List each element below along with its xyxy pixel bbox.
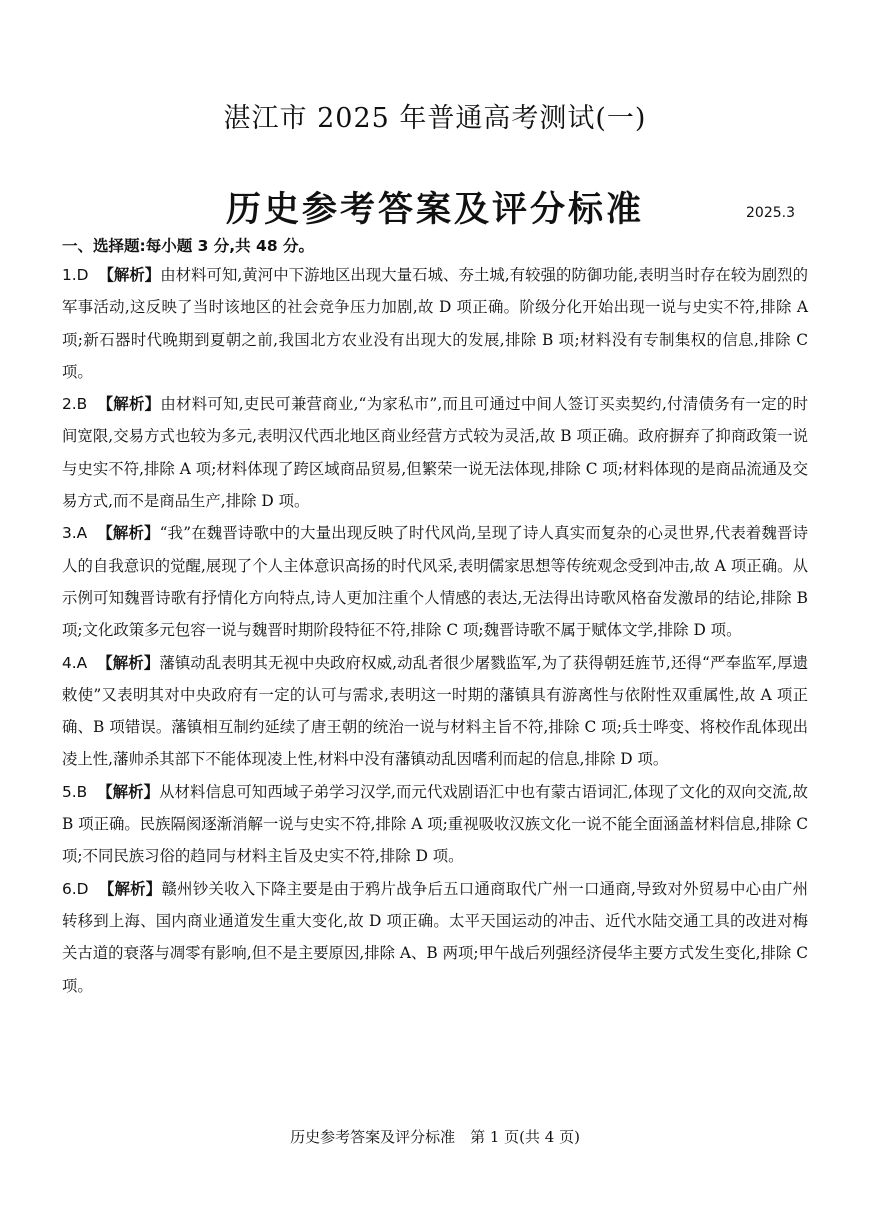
analysis-tag: 【解析】	[98, 266, 161, 284]
exam-title: 湛江市 2025 年普通高考测试(一)	[223, 103, 647, 134]
answer-item	[62, 873, 808, 1002]
answer-item	[62, 517, 808, 646]
answer-number: 2.B	[62, 395, 88, 414]
answer-number: 3.A	[62, 524, 88, 543]
answer-list	[62, 259, 808, 1002]
answer-number: 6.D	[62, 879, 89, 898]
page-footer: 历史参考答案及评分标准 第 1 页(共 4 页)	[290, 1128, 580, 1146]
analysis-tag: 【解析】	[97, 524, 160, 543]
answer-text: 赣州钞关收入下降主要是由于鸦片战争后五口通商取代广州一口通商,导致对外贸易中心由广州转移到上海、国内商业通道发生重大变化,故 D 项正确。太平天国运动的冲击、近代水陆交通工具的改进对梅关古道的衰落与凋零有影响,但不是主要原因,排除 A、B 两项;甲午战后列强经济侵华主要方式发生变化,排除 C 项。	[62, 879, 808, 995]
answer-item	[62, 259, 808, 388]
document-subtitle: 历史参考答案及评分标准	[225, 190, 644, 230]
answer-text: 从材料信息可知西域子弟学习汉学,而元代戏剧语汇中也有蒙古语词汇,体现了文化的双向交流,故 B 项正确。民族隔阂逐渐消解一说与史实不符,排除 A 项;重视吸收汉族文化一说不能全面涵盖材料信息,排除 C 项;不同民族习俗的趋同与材料主旨及史实不符,排除 D 项。	[62, 782, 808, 866]
answer-number: 4.A	[62, 653, 88, 672]
answer-number: 5.B	[62, 782, 88, 801]
answer-text: 藩镇动乱表明其无视中央政府权威,动乱者很少屠戮监军,为了获得朝廷旌节,还得“严奉监军,厚遗敕使”又表明其对中央政府有一定的认可与需求,表明这一时期的藩镇具有游离性与依附性双重属性,故 A 项正确、B 项错误。藩镇相互制约延续了唐王朝的统治一说与材料主旨不符,排除 C 项;兵士哗变、将校作乱体现出凌上性,藩帅杀其部下不能体现凌上性,材料中没有藩镇动乱因嗜利而起的信息,排除 D 项。	[62, 653, 808, 769]
analysis-tag: 【解析】	[97, 395, 161, 414]
analysis-tag: 【解析】	[97, 653, 160, 672]
answer-text: 由材料可知,黄河中下游地区出现大量石城、夯土城,有较强的防御功能,表明当时存在较为剧烈的军事活动,这反映了当时该地区的社会竞争压力加剧,故 D 项正确。阶级分化开始出现一说与史实不符,排除 A 项;新石器时代晚期到夏朝之前,我国北方农业没有出现大的发展,排除 B 项;材料没有专制集权的信息,排除 C 项。	[62, 266, 808, 381]
answer-item	[62, 388, 808, 517]
answer-text: 由材料可知,吏民可兼营商业,“为家私市”,而且可通过中间人签订买卖契约,付清债务有一定的时间宽限,交易方式也较为多元,表明汉代西北地区商业经营方式较为灵活,故 B 项正确。政府摒弃了抑商政策一说与史实不符,排除 A 项;材料体现了跨区域商品贸易,但繁荣一说无法体现,排除 C 项;材料体现的是商品流通及交易方式,而不是商品生产,排除 D 项。	[62, 395, 808, 511]
document-date: 2025.3	[746, 205, 795, 221]
answer-number: 1.D	[62, 266, 89, 284]
answer-text: “我”在魏晋诗歌中的大量出现反映了时代风尚,呈现了诗人真实而复杂的心灵世界,代表着魏晋诗人的自我意识的觉醒,展现了个人主体意识高扬的时代风采,表明儒家思想等传统观念受到冲击,故 A 项正确。从示例可知魏晋诗歌有抒情化方向特点,诗人更加注重个人情感的表达,无法得出诗歌风格奋发激昂的结论,排除 B 项;文化政策多元包容一说与魏晋时期阶段特征不符,排除 C 项;魏晋诗歌不属于赋体文学,排除 D 项。	[62, 524, 808, 640]
answer-item	[62, 647, 808, 776]
analysis-tag: 【解析】	[98, 879, 162, 898]
section-heading: 一、选择题:每小题 3 分,共 48 分。	[62, 237, 315, 255]
answer-item	[62, 776, 808, 873]
analysis-tag: 【解析】	[97, 782, 160, 801]
